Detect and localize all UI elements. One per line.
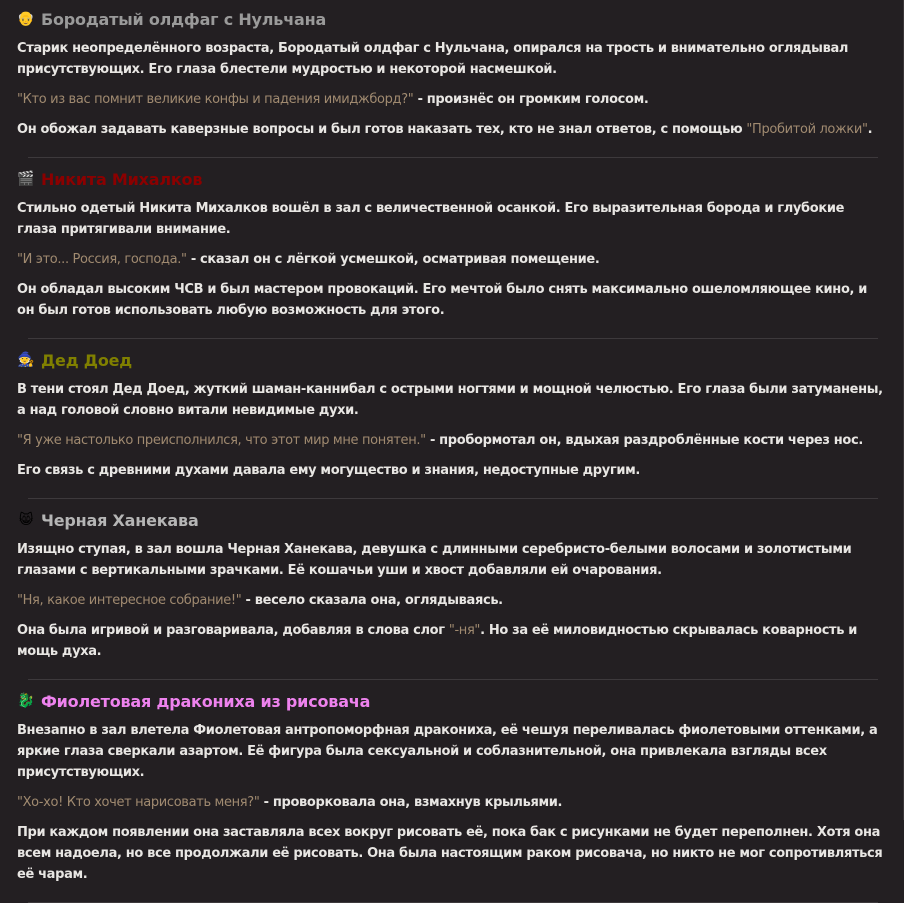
description-paragraph — [17, 249, 886, 270]
character-header — [17, 168, 886, 190]
narration-text: . Но за её миловидностью скрывалась коварность и мощь духа. — [17, 623, 858, 659]
character-name: Дед Доед — [41, 350, 133, 370]
character-card — [17, 349, 886, 498]
quote-text: "Кто из вас помнит великие конфы и падения имиджборд?" — [17, 92, 414, 107]
character-name: Фиолетовая дракониха из рисовача — [41, 691, 371, 711]
quote-text: "Я уже настолько преисполнился, что этот мир мне понятен." — [17, 433, 426, 448]
quote-text: "Ня, какое интересное собрание!" — [17, 593, 242, 608]
character-name: Черная Ханекава — [41, 510, 199, 530]
quote-text: "Хо-хо! Кто хочет нарисовать меня?" — [17, 795, 260, 810]
character-name: Никита Михалков — [41, 169, 203, 189]
description-paragraph — [17, 198, 886, 240]
description-paragraph — [17, 379, 886, 421]
quote-text: "И это... Россия, господа." — [17, 252, 187, 267]
narration-text: - проворковала она, взмахнув крыльями. — [259, 795, 563, 810]
character-card — [17, 509, 886, 679]
narration-text: - весело сказала она, оглядываясь. — [241, 593, 503, 608]
cat-face-icon: 😸 — [18, 512, 34, 528]
character-header — [17, 690, 886, 712]
divider — [28, 338, 878, 339]
description-paragraph — [17, 279, 886, 321]
character-card — [17, 8, 886, 157]
clapper-board-icon: 🎬 — [17, 171, 35, 187]
divider — [28, 157, 878, 158]
divider — [28, 679, 878, 680]
quote-text: "Пробитой ложки" — [746, 122, 868, 137]
character-card — [17, 690, 886, 902]
narration-text: В тени стоял Дед Доед, жуткий шаман-каннибал с острыми ногтями и мощной челюстью. Его глаза были затуманены, а над головой словно витали невидимые духи. — [17, 382, 883, 418]
narration-text: Она была игривой и разговаривала, добавляя в слова слог — [17, 623, 449, 638]
narration-text: При каждом появлении она заставляла всех вокруг рисовать её, пока бак с рисунками не будет переполнен. Хотя она всем надоела, но все продолжали её рисовать. Она была настоящим раком рисовача, но никто не мог сопротивляться её чарам. — [17, 825, 883, 882]
description-paragraph — [17, 822, 886, 885]
character-header — [17, 509, 886, 531]
description-paragraph — [17, 430, 886, 451]
narration-text: . — [867, 122, 873, 137]
narration-text: - сказал он с лёгкой усмешкой, осматривая помещение. — [186, 252, 600, 267]
narration-text: Стильно одетый Никита Михалков вошёл в зал с величественной осанкой. Его выразительная борода и глубокие глаза притягивали внимание. — [17, 201, 845, 237]
narration-text: Он обожал задавать каверзные вопросы и был готов наказать тех, кто не знал ответов, с помощью — [17, 122, 747, 137]
description-paragraph — [17, 792, 886, 813]
narration-text: - пробормотал он, вдыхая раздроблённые кости через нос. — [425, 433, 863, 448]
narration-text: Внезапно в зал влетела Фиолетовая антропоморфная дракониха, её чешуя переливалась фиолетовыми оттенками, а яркие глаза сверкали азартом. Её фигура была сексуальной и соблазнительной, она привлекала взгляды всех присутствующих. — [17, 723, 878, 780]
narration-text: Его связь с древними духами давала ему могущество и знания, недоступные другим. — [17, 463, 640, 478]
character-card — [17, 168, 886, 338]
mage-icon: 🧙 — [17, 352, 35, 368]
character-header — [17, 349, 886, 371]
character-name: Бородатый олдфаг с Нульчана — [41, 9, 327, 29]
character-header — [17, 8, 886, 30]
description-paragraph — [17, 460, 886, 481]
description-paragraph — [17, 620, 886, 662]
description-paragraph — [17, 720, 886, 783]
old-man-icon: 👴 — [17, 11, 35, 27]
narration-text: - произнёс он громким голосом. — [413, 92, 649, 107]
description-paragraph — [17, 539, 886, 581]
dragon-icon: 🐉 — [17, 693, 35, 709]
quote-text: "-ня" — [448, 623, 481, 638]
narration-text: Он обладал высоким ЧСВ и был мастером провокаций. Его мечтой было снять максимально ошеломляющее кино, и он был готов использовать любую возможность для этого. — [17, 282, 868, 318]
narration-text: Изящно ступая, в зал вошла Черная Ханекава, девушка с длинными серебристо-белыми волосами и золотистыми глазами с вертикальными зрачками. Её кошачьи уши и хвост добавляли ей очарования. — [17, 542, 852, 578]
description-paragraph — [17, 119, 886, 140]
description-paragraph — [17, 590, 886, 611]
divider — [28, 498, 878, 499]
narration-text: Старик неопределённого возраста, Бородатый олдфаг с Нульчана, опирался на трость и внимательно оглядывал присутствующих. Его глаза блестели мудростью и некоторой насмешкой. — [17, 41, 849, 77]
description-paragraph — [17, 38, 886, 80]
description-paragraph — [17, 89, 886, 110]
